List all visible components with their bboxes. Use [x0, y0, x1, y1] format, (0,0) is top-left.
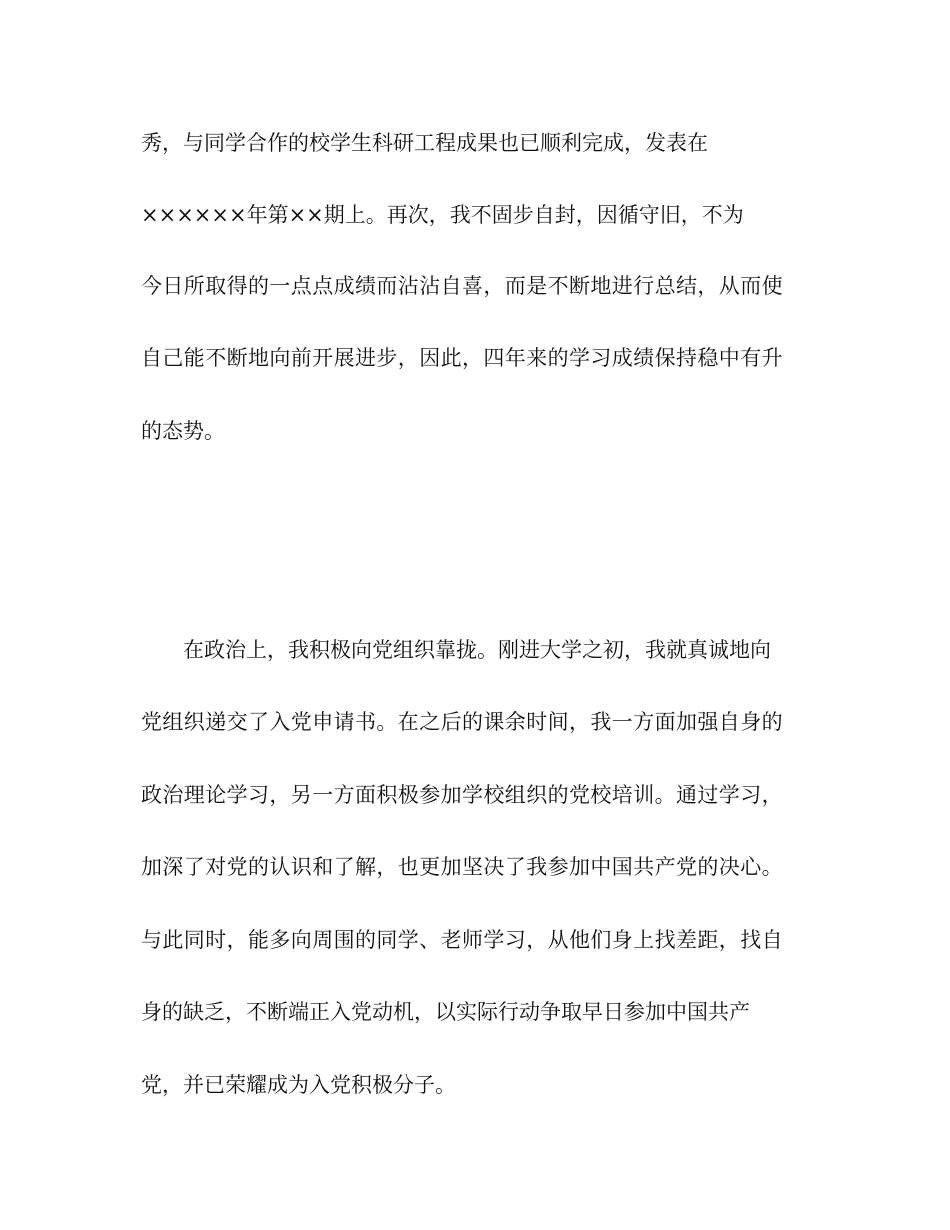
- paragraph-1-line-2: ××××××年第××期上。再次，我不固步自封，因循守旧，不为: [141, 203, 744, 227]
- paragraph-1-line-3: 今日所取得的一点点成绩而沾沾自喜，而是不断地进行总结，从而使: [141, 274, 783, 298]
- paragraph-2-line-7: 党，并已荣耀成为入党积极分子。: [141, 1073, 456, 1097]
- paragraph-1-line-1: 秀，与同学合作的校学生科研工程成果也已顺利完成，发表在: [141, 131, 708, 155]
- paragraph-1-line-5: 的态势。: [141, 419, 225, 443]
- paragraph-2-line-3: 政治理论学习，另一方面积极参加学校组织的党校培训。通过学习，: [141, 783, 783, 807]
- paragraph-1-line-4: 自己能不断地向前开展进步，因此，四年来的学习成绩保持稳中有升: [141, 346, 783, 370]
- paragraph-2-line-2: 党组织递交了入党申请书。在之后的课余时间，我一方面加强自身的: [141, 710, 783, 734]
- paragraph-2-line-1: 在政治上，我积极向党组织靠拢。刚进大学之初，我就真诚地向: [183, 638, 771, 662]
- paragraph-2-line-4: 加深了对党的认识和了解，也更加坚决了我参加中国共产党的决心。: [141, 855, 783, 879]
- paragraph-2-line-6: 身的缺乏，不断端正入党动机，以实际行动争取早日参加中国共产: [141, 1000, 750, 1024]
- paragraph-2-line-5: 与此同时，能多向周围的同学、老师学习，从他们身上找差距，找自: [141, 928, 783, 952]
